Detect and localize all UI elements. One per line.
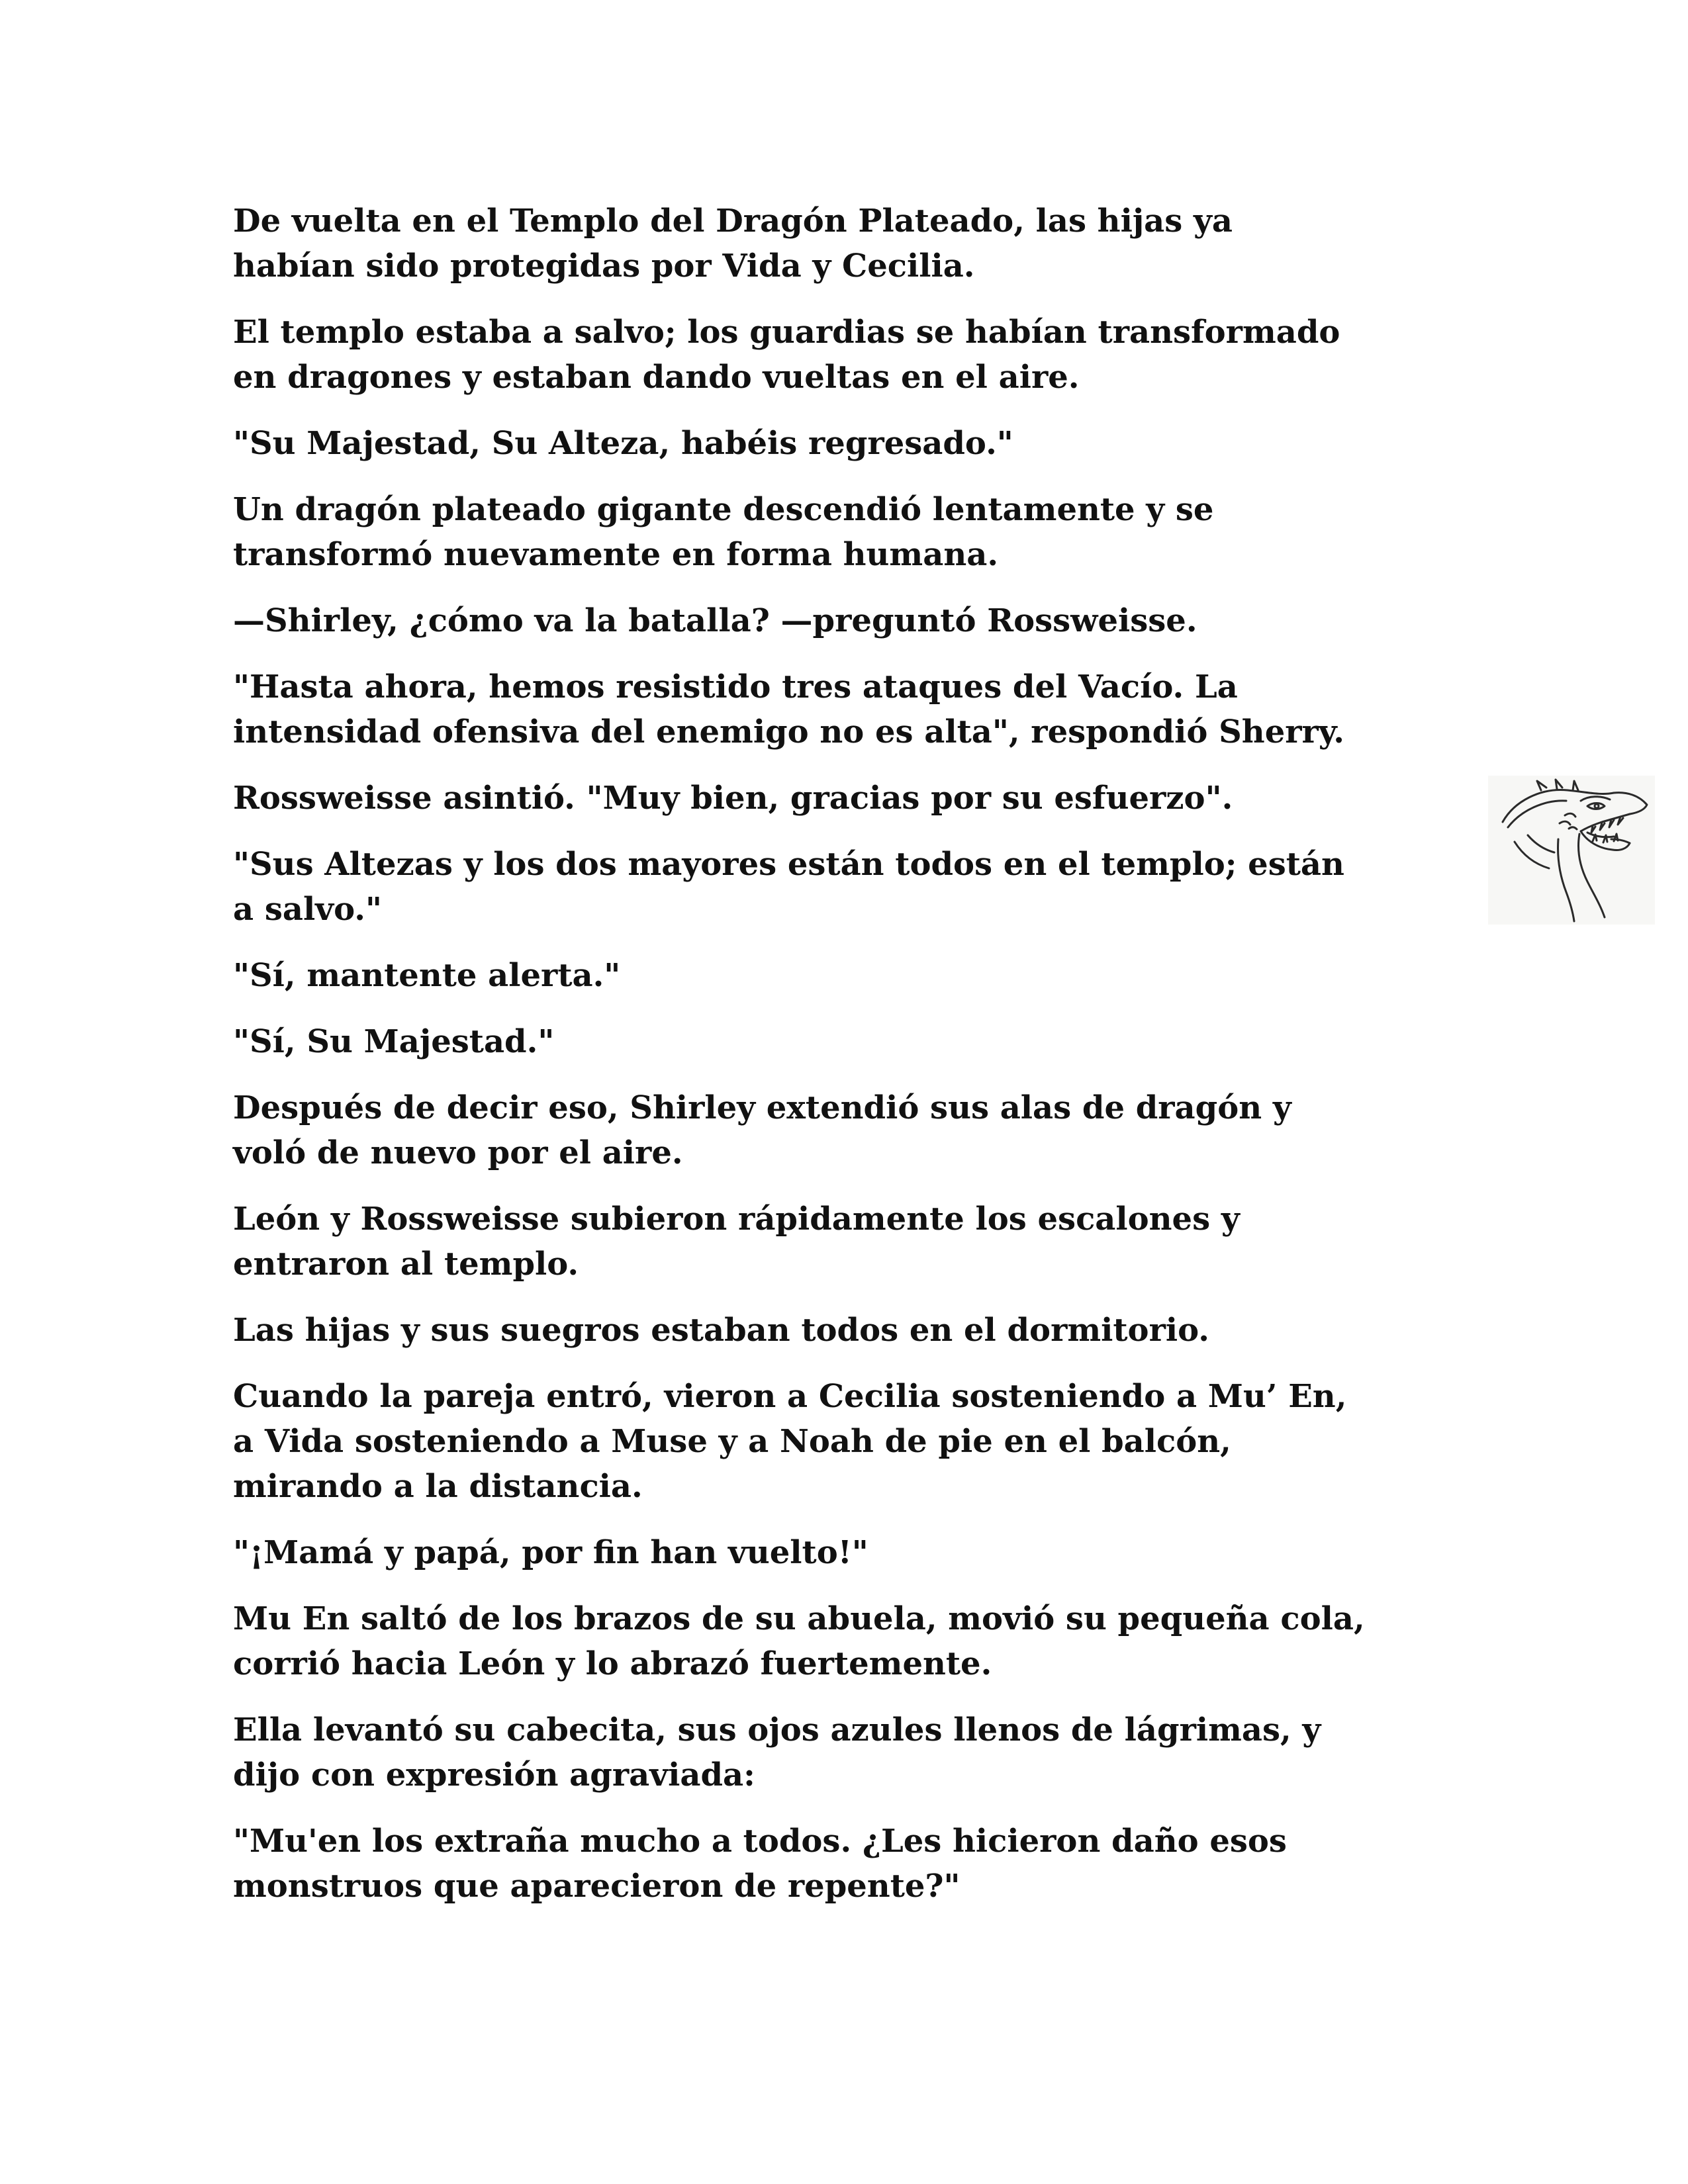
paragraph: [233, 1596, 1464, 1686]
text-line: corrió hacia León y lo abrazó fuertemente.: [233, 1645, 992, 1682]
text-line: De vuelta en el Templo del Dragón Plateado, las hijas ya: [233, 203, 1233, 240]
text-line: —Shirley, ¿cómo va la batalla? —preguntó Rossweisse.: [233, 602, 1197, 639]
paragraph: [233, 953, 1464, 998]
text-line: "Su Majestad, Su Alteza, habéis regresado.": [233, 425, 1013, 462]
paragraph: [233, 310, 1464, 400]
text-line: "Sus Altezas y los dos mayores están todos en el templo; están: [233, 846, 1344, 883]
text-line: mirando a la distancia.: [233, 1468, 643, 1505]
text-line: El templo estaba a salvo; los guardias se habían transformado: [233, 314, 1340, 351]
text-line: "Hasta ahora, hemos resistido tres ataques del Vacío. La: [233, 668, 1238, 705]
text-line: a salvo.": [233, 891, 382, 928]
text-line: dijo con expresión agraviada:: [233, 1756, 755, 1794]
paragraph: [233, 1085, 1464, 1175]
text-line: "Sí, mantente alerta.": [233, 957, 621, 994]
paragraph: [233, 199, 1464, 289]
paragraph: [233, 1530, 1464, 1575]
text-line: entraron al templo.: [233, 1246, 579, 1283]
paragraph: [233, 776, 1464, 821]
text-line: Cuando la pareja entró, vieron a Cecilia sosteniendo a Mu’ En,: [233, 1378, 1347, 1415]
text-line: Las hijas y sus suegros estaban todos en el dormitorio.: [233, 1312, 1209, 1349]
paragraph: [233, 1308, 1464, 1353]
paragraph: [233, 598, 1464, 643]
paragraph: [233, 842, 1464, 932]
text-line: "Mu'en los extraña mucho a todos. ¿Les hicieron daño esos: [233, 1823, 1287, 1860]
paragraph: [233, 421, 1464, 466]
text-line: Después de decir eso, Shirley extendió sus alas de dragón y: [233, 1089, 1291, 1126]
paragraph: [233, 1819, 1464, 1909]
paragraph: [233, 1019, 1464, 1064]
paragraph: [233, 1374, 1464, 1509]
text-line: Ella levantó su cabecita, sus ojos azules llenos de lágrimas, y: [233, 1711, 1321, 1749]
text-line: transformó nuevamente en forma humana.: [233, 536, 999, 573]
text-line: León y Rossweisse subieron rápidamente los escalones y: [233, 1201, 1240, 1238]
text-line: voló de nuevo por el aire.: [233, 1134, 683, 1171]
paragraph: [233, 1707, 1464, 1797]
text-line: Un dragón plateado gigante descendió lentamente y se: [233, 491, 1214, 528]
text-line: a Vida sosteniendo a Muse y a Noah de pie en el balcón,: [233, 1423, 1231, 1460]
text-line: Mu En saltó de los brazos de su abuela, movió su pequeña cola,: [233, 1600, 1365, 1637]
paragraph: [233, 487, 1464, 577]
paragraph: [233, 1197, 1464, 1287]
paragraph: [233, 664, 1464, 754]
text-line: intensidad ofensiva del enemigo no es alta", respondió Sherry.: [233, 713, 1344, 751]
story-text: [233, 199, 1464, 1930]
text-line: habían sido protegidas por Vida y Cecilia.: [233, 248, 975, 285]
text-line: en dragones y estaban dando vueltas en el aire.: [233, 359, 1080, 396]
text-line: monstruos que aparecieron de repente?": [233, 1868, 961, 1905]
dragon-head-sketch-icon: [1488, 776, 1655, 925]
text-line: "¡Mamá y papá, por fin han vuelto!": [233, 1534, 868, 1571]
text-line: "Sí, Su Majestad.": [233, 1023, 555, 1060]
text-line: Rossweisse asintió. "Muy bien, gracias por su esfuerzo".: [233, 780, 1233, 817]
